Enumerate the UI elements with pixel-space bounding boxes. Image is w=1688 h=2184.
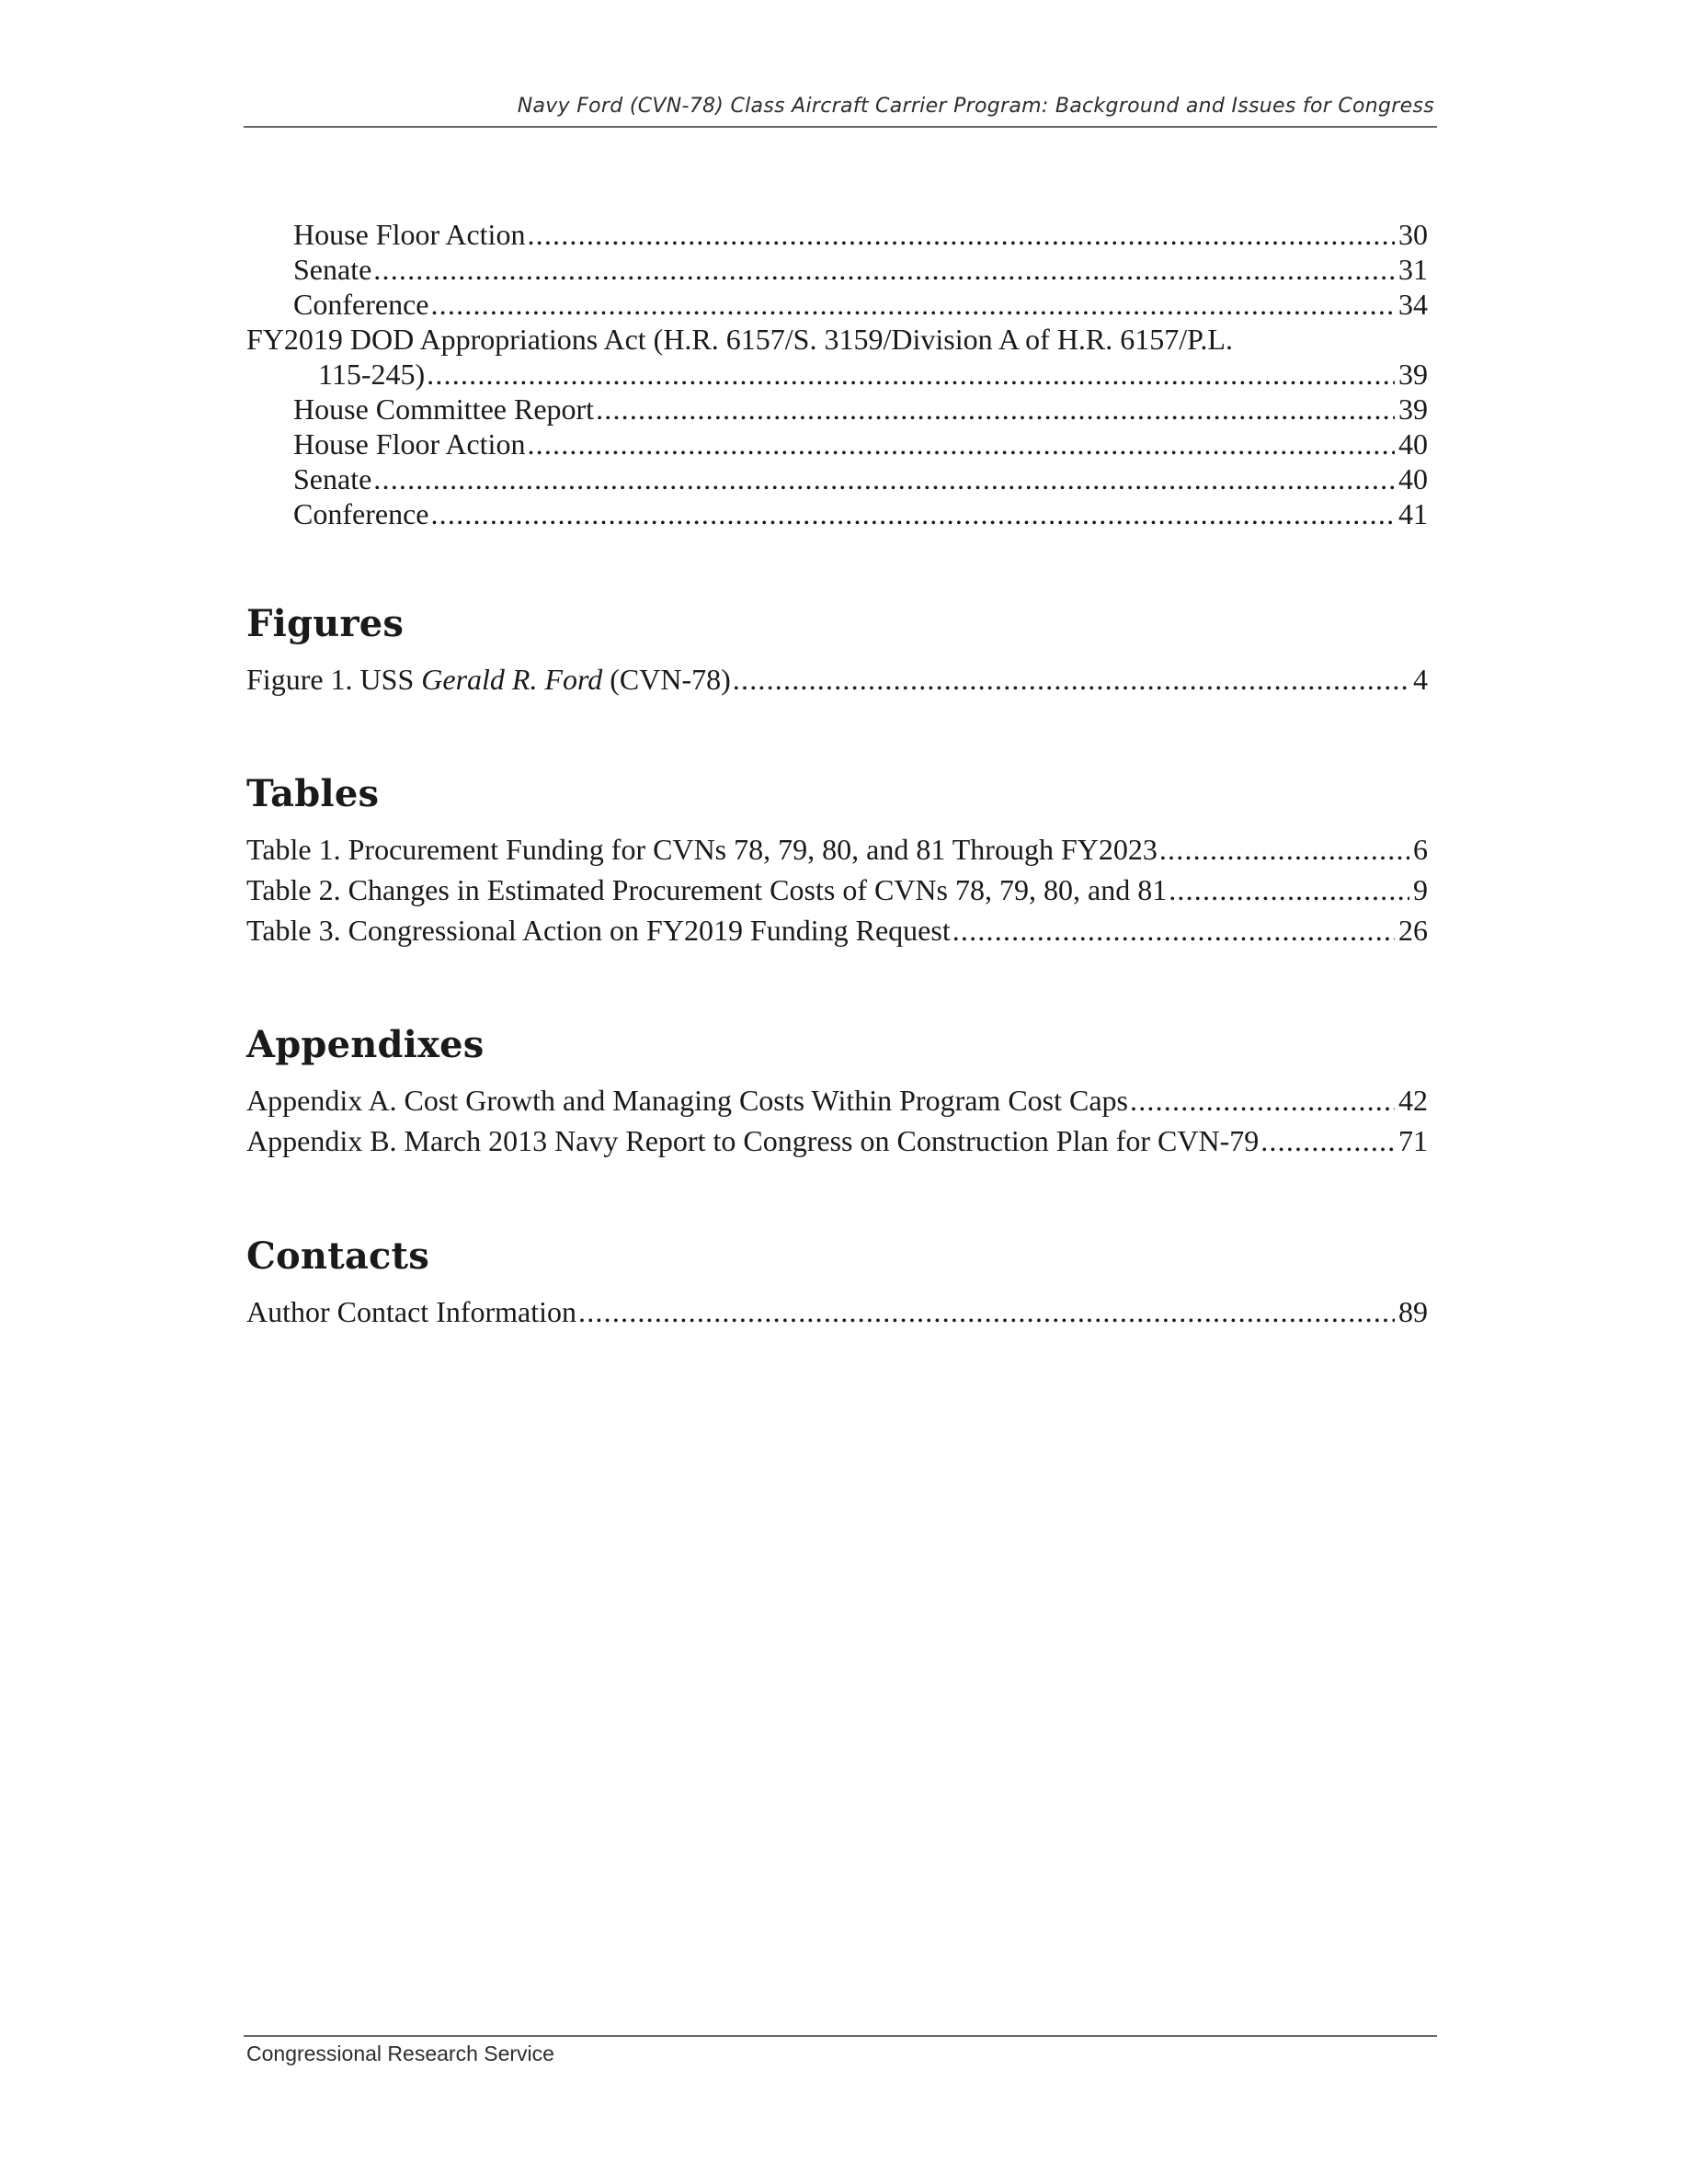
toc-entry-page: 40	[1398, 462, 1428, 495]
toc-entry-title-line1: FY2019 DOD Appropriations Act (H.R. 6157/S. 3159/Division A of H.R. 6157/P.L.	[246, 323, 1233, 356]
toc-entry[interactable]	[246, 252, 1428, 287]
table-entry-title: Table 1. Procurement Funding for CVNs 78, 79, 80, and 81 Through FY2023	[246, 829, 1159, 870]
toc-entry-page: 40	[1398, 427, 1428, 461]
page-footer: Congressional Research Service	[246, 2042, 554, 2065]
dot-leader	[733, 659, 1409, 700]
table-entry-title: Table 2. Changes in Estimated Procurement Costs of CVNs 78, 79, 80, and 81	[246, 870, 1169, 910]
appendixes-heading: Appendixes	[246, 1023, 485, 1066]
dot-leader	[527, 427, 1395, 461]
toc-entry-page: 31	[1398, 253, 1428, 286]
toc-entry-title: House Floor Action	[293, 218, 526, 251]
appendix-entry[interactable]	[246, 1080, 1428, 1120]
dot-leader	[430, 287, 1395, 322]
figure-entry-page: 4	[1413, 663, 1428, 696]
appendix-entry[interactable]	[246, 1120, 1428, 1161]
appendix-entry-page: 71	[1398, 1124, 1428, 1157]
toc-entry-title: House Floor Action	[293, 427, 526, 461]
appendix-entry-title: Appendix A. Cost Growth and Managing Costs Within Program Cost Caps	[246, 1080, 1130, 1120]
toc-entry-title: House Committee Report	[293, 392, 595, 426]
dot-leader	[373, 252, 1395, 287]
toc-entry-title: Senate	[293, 253, 372, 286]
toc-entry-page: 39	[1398, 358, 1428, 391]
toc-entry-page: 30	[1398, 218, 1428, 251]
table-entry-page: 6	[1413, 833, 1428, 866]
toc-entry-title: Senate	[293, 462, 372, 495]
dot-leader	[430, 496, 1395, 531]
dot-leader	[578, 1291, 1395, 1332]
toc-entry-title: Conference	[293, 497, 429, 530]
table-entry[interactable]	[246, 829, 1428, 870]
contact-entry[interactable]	[246, 1291, 1428, 1332]
running-header: Navy Ford (CVN-78) Class Aircraft Carrier Program: Background and Issues for Congress	[517, 95, 1434, 118]
dot-leader	[1169, 870, 1409, 910]
contacts-section	[246, 1234, 1428, 1332]
dot-leader	[952, 910, 1395, 950]
toc-entry-page: 34	[1398, 288, 1428, 321]
figures-section	[246, 602, 1428, 700]
tables-section	[246, 772, 1428, 950]
dot-leader	[427, 357, 1395, 392]
dot-leader	[527, 217, 1395, 252]
toc-entry-title-line2: 115-245)	[318, 358, 426, 391]
toc-entry-title: Conference	[293, 288, 429, 321]
table-entry[interactable]	[246, 910, 1428, 950]
appendix-entry-title: Appendix B. March 2013 Navy Report to Congress on Construction Plan for CVN-79	[246, 1120, 1260, 1161]
dot-leader	[1159, 829, 1409, 870]
contact-entry-title: Author Contact Information	[246, 1291, 578, 1332]
toc-entry-page: 41	[1398, 497, 1428, 530]
figure-entry[interactable]	[246, 659, 1428, 700]
tables-heading: Tables	[246, 772, 380, 815]
table-entry-page: 9	[1413, 873, 1428, 906]
table-entry-page: 26	[1398, 914, 1428, 947]
table-entry-title: Table 3. Congressional Action on FY2019 Funding Request	[246, 910, 952, 950]
table-entry[interactable]	[246, 870, 1428, 910]
contacts-heading: Contacts	[246, 1234, 429, 1278]
appendixes-section	[246, 1023, 1428, 1161]
toc-entry-page: 39	[1398, 392, 1428, 426]
toc-entry[interactable]	[246, 496, 1428, 531]
toc-entry[interactable]	[246, 461, 1428, 496]
toc-entry-wrapped[interactable]	[246, 322, 1428, 392]
toc-entry[interactable]	[246, 217, 1428, 252]
dot-leader	[1130, 1080, 1395, 1120]
header-rule	[244, 126, 1437, 128]
figures-heading: Figures	[246, 602, 405, 645]
footer-rule	[244, 2035, 1437, 2037]
toc-entry[interactable]	[246, 287, 1428, 322]
dot-leader	[596, 392, 1395, 427]
dot-leader	[373, 461, 1395, 496]
contact-entry-page: 89	[1398, 1295, 1428, 1328]
toc-entry[interactable]	[246, 427, 1428, 461]
toc-entry[interactable]	[246, 392, 1428, 427]
dot-leader	[1260, 1120, 1395, 1161]
toc-continued	[246, 217, 1428, 531]
figure-entry-title: Figure 1. USS Gerald R. Ford (CVN-78)	[246, 659, 733, 700]
appendix-entry-page: 42	[1398, 1084, 1428, 1117]
